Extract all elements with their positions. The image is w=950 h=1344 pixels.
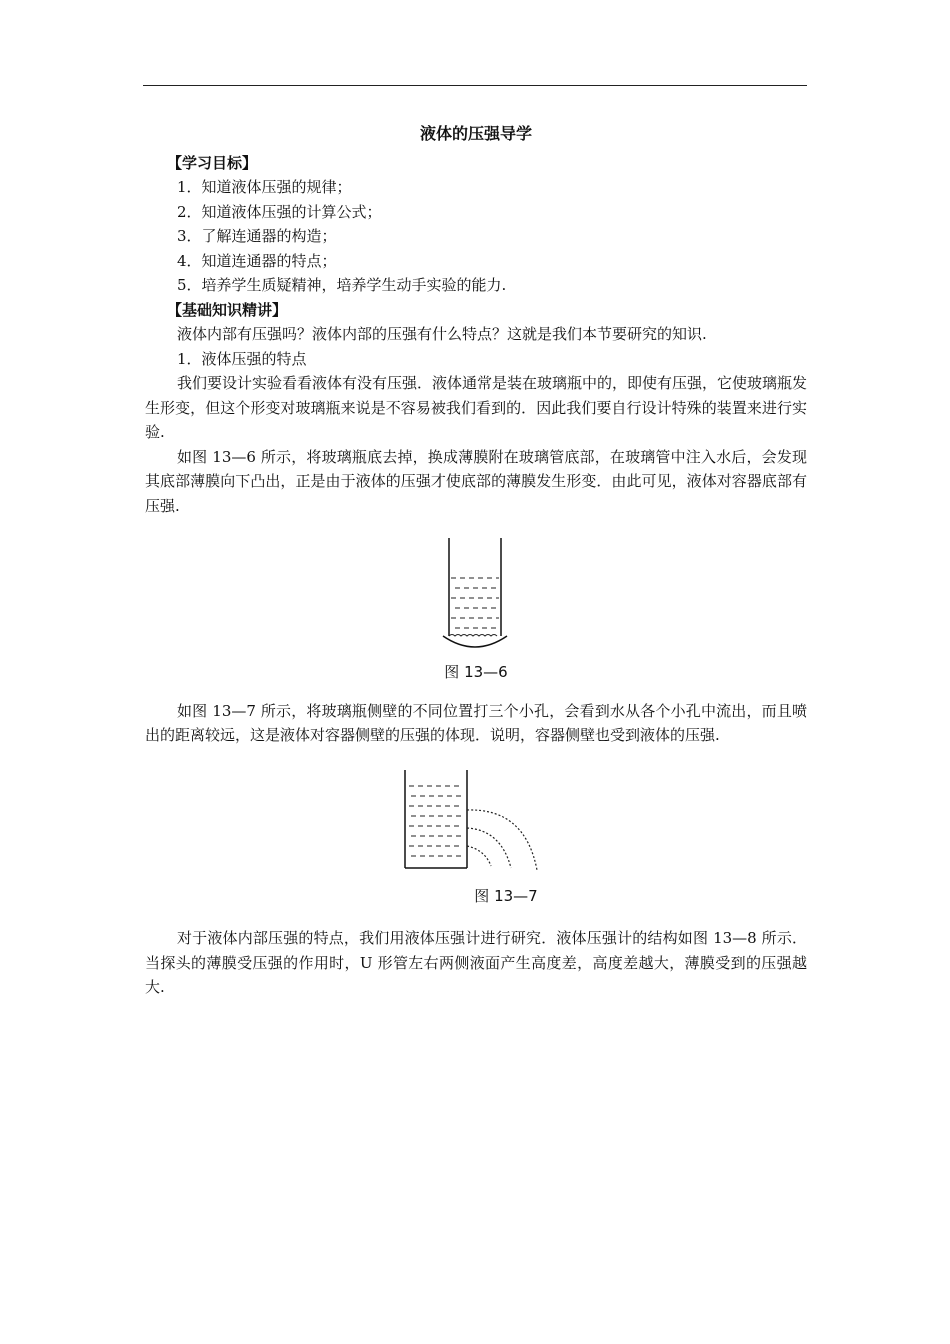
side-holes-diagram — [397, 766, 547, 878]
figure-13-7 — [145, 766, 807, 909]
figure-caption: 图 13—7 — [474, 886, 538, 905]
tube-membrane-diagram — [421, 534, 531, 652]
section-heading-objectives: 【学习目标】 — [167, 153, 258, 172]
paragraph-3: 如图 13—7 所示，将玻璃瓶侧壁的不同位置打三个小孔，会看到水从各个小孔中流出，而且喷出的距离较远，这是液体对容器侧壁的压强的体现．说明，容器侧壁也受到液体的压强. — [145, 701, 807, 744]
objective-item: 2．知道液体压强的计算公式； — [177, 202, 382, 221]
paragraph-4: 对于液体内部压强的特点，我们用液体压强计进行研究．液体压强计的结构如图 13—8 所示．当探头的薄膜受压强的作用时，U 形管左右两侧液面产生高度差，高度差越大，薄膜受到的压强越大. — [145, 929, 807, 996]
document-body — [145, 120, 807, 1000]
figure-caption: 图 13—6 — [444, 663, 508, 681]
objective-item: 5．培养学生质疑精神，培养学生动手实验的能力. — [177, 276, 507, 294]
paragraph-1: 我们要设计实验看看液体有没有压强．液体通常是装在玻璃瓶中的，即使有压强，它使玻璃瓶发生形变，但这个形变对玻璃瓶来说是不容易被我们看到的．因此我们要自行设计特殊的装置来进行实验. — [145, 374, 808, 441]
header-rule — [143, 85, 807, 86]
objective-item: 3．了解连通器的构造； — [177, 227, 337, 245]
intro-paragraph: 液体内部有压强吗？液体内部的压强有什么特点？这就是我们本节要研究的知识. — [177, 325, 707, 343]
subsection-heading: 1．液体压强的特点 — [177, 349, 307, 368]
objective-item: 1．知道液体压强的规律； — [177, 178, 352, 196]
page-title: 液体的压强导学 — [419, 124, 532, 143]
objective-item: 4．知道连通器的特点； — [177, 251, 337, 270]
figure-13-6 — [145, 534, 807, 685]
paragraph-2: 如图 13—6 所示，将玻璃瓶底去掉，换成薄膜附在玻璃管底部，在玻璃管中注入水后，会发现其底部薄膜向下凸出，正是由于液体的压强才使底部的薄膜发生形变．由此可见，液体对容器底部有压强. — [145, 447, 807, 515]
section-heading-knowledge: 【基础知识精讲】 — [167, 300, 288, 319]
